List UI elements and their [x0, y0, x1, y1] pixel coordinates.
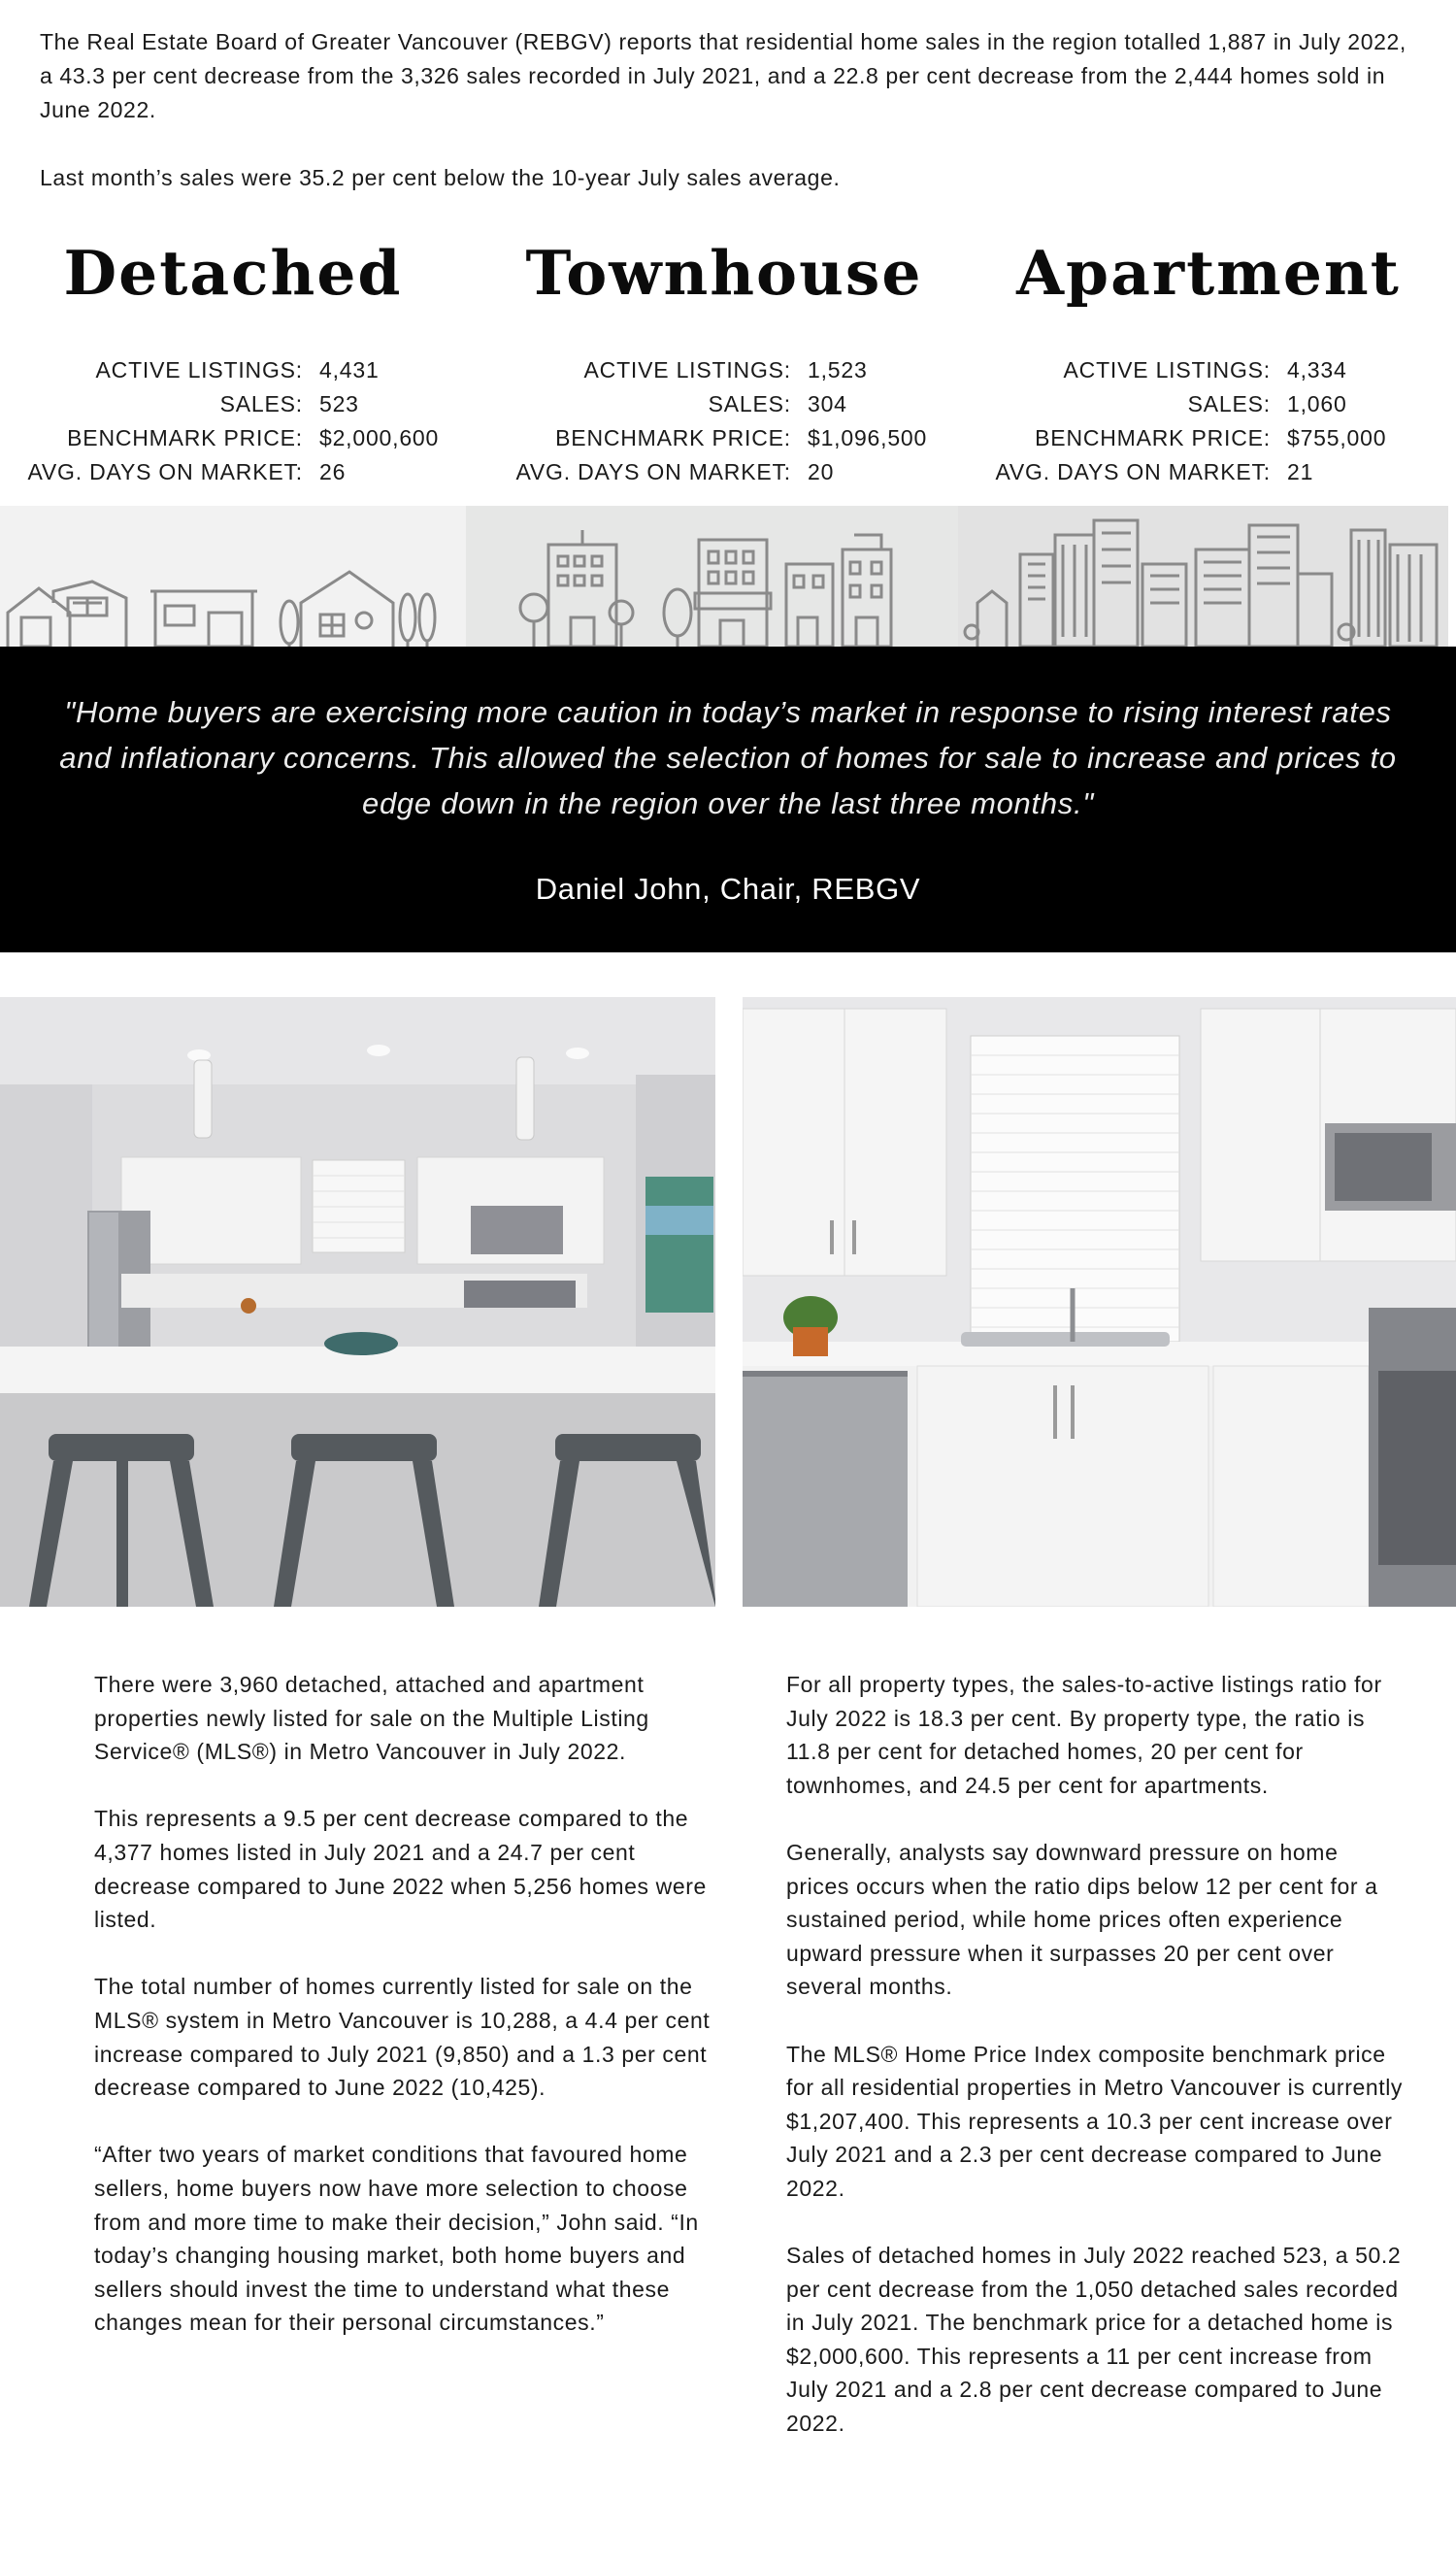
stat-row — [500, 455, 927, 489]
stat-label: ACTIVE LISTINGS: — [95, 357, 303, 383]
stat-value: 1,060 — [1287, 391, 1347, 416]
stat-value: $755,000 — [1287, 425, 1387, 450]
category-title-detached: Detached — [63, 237, 403, 309]
stat-value: $1,096,500 — [808, 425, 928, 450]
body-column-left — [94, 1668, 711, 2373]
stat-label: AVG. DAYS ON MARKET: — [995, 459, 1271, 484]
stat-value: 1,523 — [808, 357, 868, 383]
stat-row — [12, 353, 439, 387]
stat-value: 20 — [808, 459, 835, 484]
kitchen-image — [0, 997, 715, 1607]
stat-row — [12, 387, 439, 421]
intro-paragraph: The Real Estate Board of Greater Vancouver (REBGV) reports that residential home sales in the region totalled 1,887 in July 2022, a 43.3 per cent decrease from the 3,326 sales recorded in July 2021, and a 22.8 per cent decrease from the 2,444 homes sold in June 2022. — [40, 29, 1406, 122]
body-paragraph: The MLS® Home Price Index composite benchmark price for all residential properties in Metro Vancouver is currently $1,207,400. This represents a 10.3 per cent increase over July 2021 and a 2.3 per cent decrease compared to June 2022. — [786, 2041, 1404, 2201]
stat-label: ACTIVE LISTINGS: — [1063, 357, 1271, 383]
stat-value: 4,334 — [1287, 357, 1347, 383]
townhouse-icon — [466, 506, 958, 647]
stats-apartment — [979, 353, 1386, 489]
stat-label: BENCHMARK PRICE: — [1035, 425, 1271, 450]
kitchen-photo-right — [743, 997, 1456, 1607]
apartment-icon — [958, 506, 1448, 647]
stats-townhouse — [500, 353, 927, 489]
stat-value: 523 — [319, 391, 359, 416]
intro-paragraph: Last month’s sales were 35.2 per cent below the 10-year July sales average. — [40, 165, 841, 190]
stat-label: BENCHMARK PRICE: — [67, 425, 303, 450]
body-paragraph: The total number of homes currently listed for sale on the MLS® system in Metro Vancouver is 10,288, a 4.4 per cent increase compared to July 2021 (9,850) and a 1.3 per cent decrease compared to June 2022 (10,425). — [94, 1974, 711, 2101]
stat-value: $2,000,600 — [319, 425, 440, 450]
stat-label: SALES: — [219, 391, 303, 416]
house-icon — [0, 506, 466, 647]
stat-row — [12, 455, 439, 489]
stat-value: 26 — [319, 459, 347, 484]
stat-label: BENCHMARK PRICE: — [555, 425, 791, 450]
stat-label: AVG. DAYS ON MARKET: — [515, 459, 791, 484]
quote-banner — [0, 647, 1456, 952]
stat-row — [979, 353, 1386, 387]
stats-detached — [12, 353, 439, 489]
body-paragraph: For all property types, the sales-to-active listings ratio for July 2022 is 18.3 per cent. By property type, the ratio is 11.8 per cent for detached homes, 20 per cent for townhomes, and 24.5 per cent for apartments. — [786, 1672, 1382, 1798]
townhouse-illustration — [466, 506, 958, 647]
detached-houses-illustration — [0, 506, 466, 647]
stat-row — [500, 353, 927, 387]
stat-label: SALES: — [1187, 391, 1271, 416]
stat-value: 4,431 — [319, 357, 380, 383]
stat-value: 304 — [808, 391, 847, 416]
kitchen-photo-left — [0, 997, 715, 1607]
category-title-apartment: Apartment — [1016, 237, 1401, 309]
intro-text — [40, 25, 1418, 195]
stat-value: 21 — [1287, 459, 1314, 484]
stat-row — [500, 387, 927, 421]
stat-row — [12, 421, 439, 455]
body-paragraph: This represents a 9.5 per cent decrease compared to the 4,377 homes listed in July 2021 and a 24.7 per cent decrease compared to June 2022 when 5,256 homes were listed. — [94, 1806, 707, 1933]
apartment-illustration — [958, 506, 1448, 647]
stat-label: ACTIVE LISTINGS: — [583, 357, 791, 383]
stat-row — [500, 421, 927, 455]
quote-author: Daniel John, Chair, REBGV — [535, 872, 921, 906]
quote-text: "Home buyers are exercising more caution in today’s market in response to rising interest rates and inflationary concerns. This allowed the selection of homes for sale to increase and prices to edge down in the region over the last three months." — [59, 695, 1397, 820]
body-paragraph: Sales of detached homes in July 2022 reached 523, a 50.2 per cent decrease from the 1,050 detached sales recorded in July 2021. The benchmark price for a detached home is $2,000,600. This represents a 11 per cent increase from July 2021 and a 2.8 per cent decrease compared to June 2022. — [786, 2243, 1402, 2437]
body-column-right — [786, 1668, 1404, 2474]
stat-row — [979, 455, 1386, 489]
body-paragraph: “After two years of market conditions that favoured home sellers, home buyers now have more selection to choose from and more time to make their decision,” John said. “In today’s changing housing market, both home buyers and sellers should invest the time to understand what these changes mean for their personal circumstances.” — [94, 2142, 699, 2336]
stat-label: AVG. DAYS ON MARKET: — [27, 459, 303, 484]
stat-row — [979, 421, 1386, 455]
stat-row — [979, 387, 1386, 421]
body-paragraph: There were 3,960 detached, attached and apartment properties newly listed for sale on the Multiple Listing Service® (MLS®) in Metro Vancouver in July 2022. — [94, 1672, 649, 1765]
body-paragraph: Generally, analysts say downward pressure on home prices occurs when the ratio dips below 12 per cent for a sustained period, while home prices often experience upward pressure when it surpasses 20 per cent over several months. — [786, 1839, 1378, 2000]
kitchen-image — [743, 997, 1456, 1607]
stat-label: SALES: — [708, 391, 791, 416]
category-title-townhouse: Townhouse — [525, 237, 923, 309]
